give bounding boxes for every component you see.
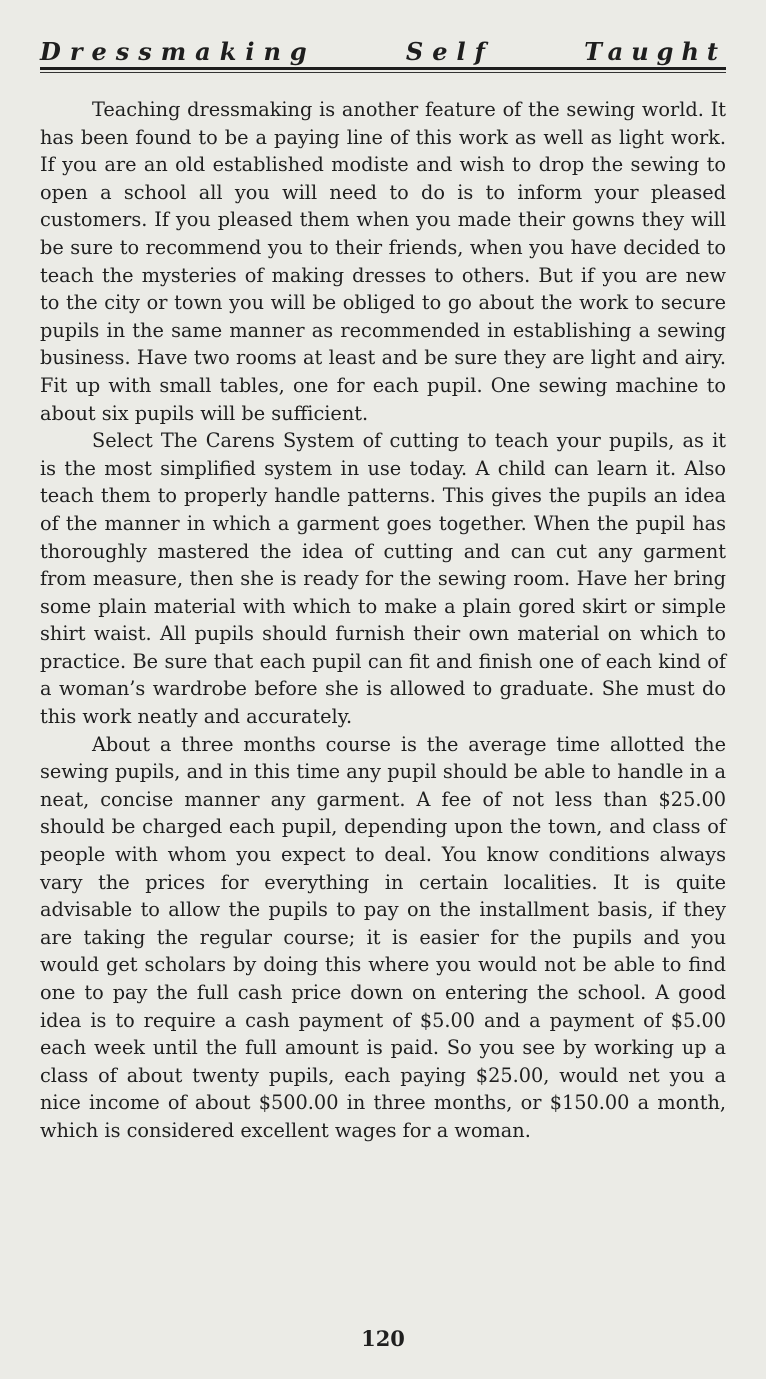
header-word-taught: Taught: [584, 37, 726, 66]
header-word-dressmaking: Dressmaking: [40, 37, 316, 66]
header-rule: [40, 67, 726, 70]
page-number: 120: [361, 1326, 405, 1351]
paragraph-carens-system: Select The Carens System of cutting to teach your pupils, as it is the most simplified system in use today. A child can learn it. Also teach them to properly handle patterns. This gives the pupils an idea of the manner in which a garment goes together. When the pupil has thoroughly mastered the idea of cutting and can cut any garment from measure, then she is ready for the sewing room. Have her bring some plain material with which to make a plain gored skirt or simple shirt waist. All pupils should furnish their own material on which to practice. Be sure that each pupil can fit and finish one of each kind of a woman’s wardrobe before she is allowed to graduate. She must do this work neatly and accurately.: [40, 429, 726, 729]
header-rule-thin: [40, 72, 726, 73]
running-header: [40, 34, 726, 66]
body-text: [40, 96, 726, 1145]
header-word-self: Self: [405, 37, 494, 66]
paragraph-teaching: Teaching dressmaking is another feature of the sewing world. It has been found to be a paying line of this work as well as light work. If you are an old established modiste and wish to drop the sewing to open a school all you will need to do is to inform your pleased customers. If you pleased them when you made their gowns they will be sure to recommend you to their friends, when you have decided to teach the mysteries of making dresses to others. But if you are new to the city or town you will be obliged to go about the work to secure pupils in the same manner as recommended in establishing a sewing business. Have two rooms at least and be sure they are light and airy. Fit up with small tables, one for each pupil. One sewing machine to about six pupils will be sufficient.: [40, 98, 726, 425]
paragraph-course-fees: About a three months course is the average time allotted the sewing pupils, and in this time any pupil should be able to handle in a neat, concise manner any garment. A fee of not less than $25.00 should be charged each pupil, depending upon the town, and class of people with whom you expect to deal. You know conditions always vary the prices for everything in certain localities. It is quite advisable to allow the pupils to pay on the installment basis, if they are taking the regular course; it is easier for the pupils and you would get scholars by doing this where you would not be able to find one to pay the full cash price down on entering the school. A good idea is to require a cash payment of $5.00 and a payment of $5.00 each week until the full amount is paid. So you see by working up a class of about twenty pupils, each paying $25.00, would net you a nice income of about $500.00 in three months, or $150.00 a month, which is considered excellent wages for a woman.: [40, 732, 726, 1142]
